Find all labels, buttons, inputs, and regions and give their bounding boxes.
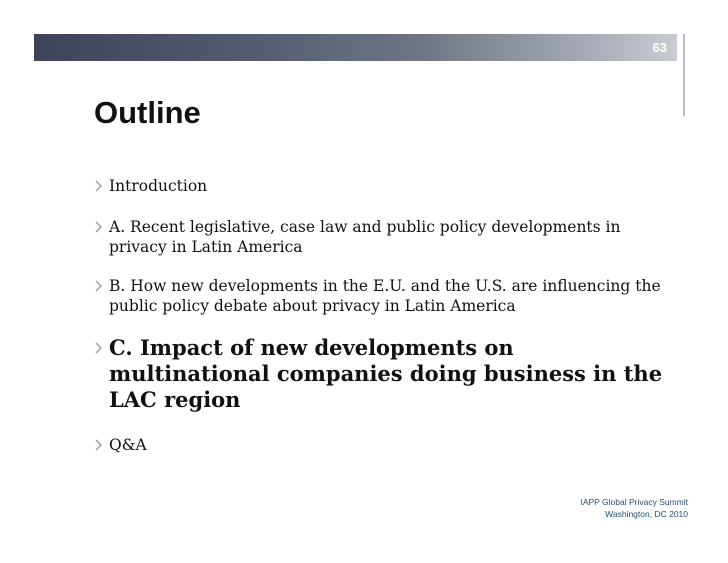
- page-number: 63: [652, 40, 667, 55]
- header-bar: [34, 34, 677, 61]
- outline-item-label: C. Impact of new developments on multinational companies doing business in the LAC region: [109, 335, 663, 412]
- chevron-right-icon: [94, 342, 104, 354]
- outline-list: [94, 176, 674, 455]
- chevron-right-icon: [94, 180, 104, 192]
- outline-item-qa: [94, 435, 674, 455]
- slide-title: Outline: [94, 95, 201, 130]
- outline-item-label: A. Recent legislative, case law and public policy developments in privacy in Latin America: [109, 218, 621, 256]
- outline-item-introduction: [94, 176, 674, 196]
- header-side-rule: [683, 34, 685, 116]
- chevron-right-icon: [94, 280, 104, 292]
- slide-footer: [580, 496, 688, 520]
- outline-item-label: Q&A: [109, 436, 147, 454]
- outline-item-a: [94, 217, 674, 257]
- chevron-right-icon: [94, 221, 104, 233]
- outline-item-b: [94, 276, 674, 316]
- footer-event-name: IAPP Global Privacy Summit: [580, 497, 688, 507]
- outline-item-c-highlighted: [94, 335, 674, 413]
- footer-event-location: Washington, DC 2010: [605, 509, 688, 519]
- outline-item-label: Introduction: [109, 177, 208, 195]
- outline-item-label: B. How new developments in the E.U. and the U.S. are influencing the public policy debate about privacy in Latin America: [109, 277, 661, 315]
- chevron-right-icon: [94, 439, 104, 451]
